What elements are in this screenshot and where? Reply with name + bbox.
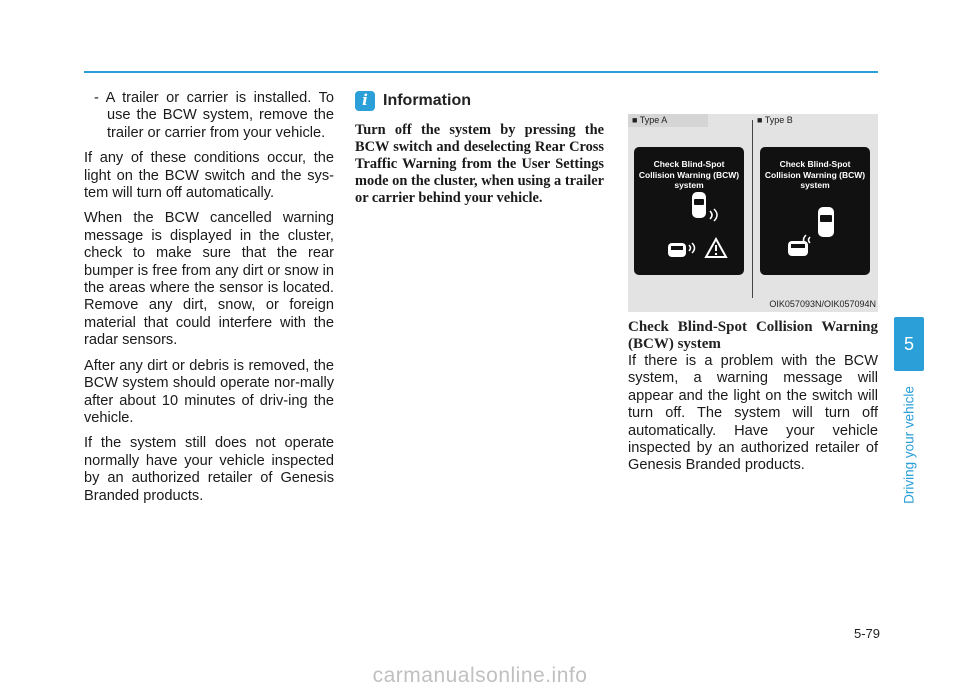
information-box xyxy=(355,90,604,215)
cluster-panel-type-b xyxy=(760,147,870,275)
figure-caption: OIK057093N/OIK057094N xyxy=(769,299,876,309)
info-icon: i xyxy=(355,91,375,111)
chapter-label xyxy=(896,386,922,504)
panel-a-message: Check Blind-Spot Collision Warning (BCW) system xyxy=(638,159,740,190)
information-header xyxy=(355,90,604,112)
information-text: Turn off the system by pressing the BCW switch and deselecting Rear Cross Traffic Warning from the User Settings mode on the cluster, when using a trailer or carrier behind your vehicle. xyxy=(355,122,604,206)
chapter-label-text: Driving your vehicle xyxy=(901,386,917,504)
top-rule xyxy=(84,71,878,73)
panel-b-message: Check Blind-Spot Collision Warning (BCW) system xyxy=(764,159,866,190)
bullet-item: - A trailer or carrier is installed. To use the BCW system, remove the trailer or carrier from your vehicle. xyxy=(94,90,334,141)
information-title: Information xyxy=(383,92,471,110)
figure-divider xyxy=(752,120,753,298)
cluster-panel-type-a xyxy=(634,147,744,275)
type-a-label: ■ Type A xyxy=(632,115,668,125)
paragraph-3: After any dirt or debris is removed, the BCW system should operate nor-mally after about 10 minutes of driv-ing the vehicle. xyxy=(84,357,334,426)
paragraph-1: If any of these conditions occur, the light on the BCW switch and the sys-tem will turn off automatically. xyxy=(84,150,334,202)
approaching-vehicle-icon xyxy=(788,241,808,256)
section-body: If there is a problem with the BCW system, a warning message will appear and the light on the switch will turn off. The system will turn off automatically. Have your vehicle inspected by an authorized retailer of Genesis Branded products. xyxy=(628,353,878,474)
chapter-number-tab: 5 xyxy=(894,317,924,371)
section-heading: Check Blind-Spot Collision Warning (BCW) system xyxy=(628,319,878,352)
paragraph-4: If the system still does not operate normally have your vehicle inspected by an authorized retailer of Genesis Branded products. xyxy=(84,435,334,504)
right-column xyxy=(628,319,878,475)
watermark: carmanualsonline.info xyxy=(372,664,588,687)
page-number: 5-79 xyxy=(853,626,880,641)
left-column xyxy=(84,90,334,513)
paragraph-2: When the BCW cancelled warning message is displayed in the cluster, check to make sure that the rear bumper is free from any dirt or snow in the areas where the sensor is located. Remove any dirt, snow, or foreign material that could interfere with the radar sensors. xyxy=(84,210,334,349)
cluster-warning-figure xyxy=(628,114,878,312)
radar-wave-icon xyxy=(710,209,717,221)
type-b-label: ■ Type B xyxy=(757,115,793,125)
